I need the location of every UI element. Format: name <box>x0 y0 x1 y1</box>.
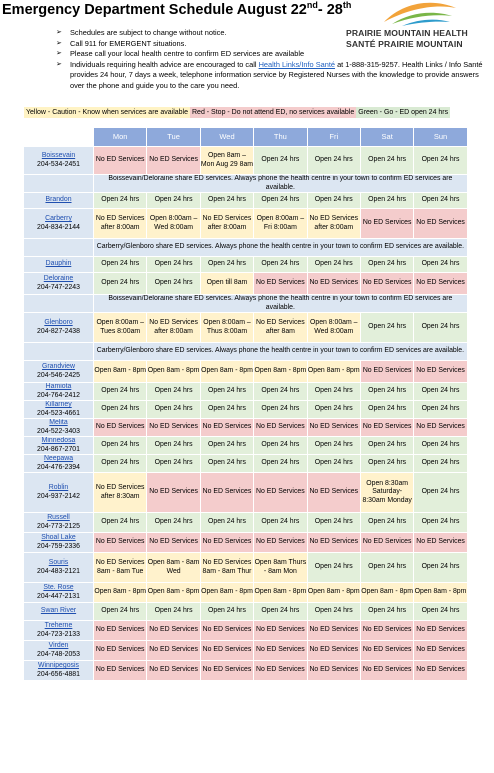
town-cell <box>24 419 94 437</box>
schedule-cell: Open 24 hrs <box>147 603 200 621</box>
table-row <box>24 401 468 419</box>
schedule-cell: Open 24 hrs <box>360 553 413 583</box>
notice-item: ➢ Please call your local health centre to confirm ED services are available <box>56 49 486 60</box>
schedule-cell: No ED Services <box>200 661 253 681</box>
schedule-cell: No ED Services <box>254 533 307 553</box>
schedule-cell: Open 24 hrs <box>94 193 147 209</box>
table-row <box>24 455 468 473</box>
schedule-cell: Open 8am - 8pm <box>94 361 147 383</box>
schedule-cell: Open 24 hrs <box>254 401 307 419</box>
town-cell <box>24 621 94 641</box>
schedule-cell: Open 24 hrs <box>254 603 307 621</box>
schedule-cell: No ED Services <box>147 147 200 175</box>
schedule-cell: Open 24 hrs <box>147 401 200 419</box>
schedule-cell: Open 24 hrs <box>307 147 360 175</box>
town-phone: 204-546-2425 <box>37 371 80 379</box>
town-cell <box>24 553 94 583</box>
day-header: Fri <box>307 128 360 147</box>
schedule-cell: Open 24 hrs <box>307 257 360 273</box>
table-row <box>24 437 468 455</box>
notice-item: ➢ Individuals requiring health advice are encouraged to call Health Links/Info Santé at 1-888-315-9257. Health Links / Info Santé provides 24 hour, 7 days a week, telephone information service by Registered Nurses with the knowledge to provide answers over the phone and guide you to the care you need. <box>56 60 486 92</box>
notice-item: ➢ Call 911 for EMERGENT situations. <box>56 39 486 50</box>
schedule-cell: No ED Services <box>307 419 360 437</box>
schedule-cell: Open 24 hrs <box>360 455 413 473</box>
table-row <box>24 641 468 661</box>
schedule-cell: No ED Services <box>254 621 307 641</box>
town-cell <box>24 641 94 661</box>
town-cell <box>24 455 94 473</box>
header-corner <box>24 128 94 147</box>
table-row <box>24 473 468 513</box>
schedule-cell: Open 24 hrs <box>414 513 467 533</box>
town-link[interactable]: Hamiota <box>45 383 72 391</box>
schedule-table <box>23 127 468 681</box>
schedule-cell: Open 8:00am – Fri 8:00am <box>254 209 307 239</box>
schedule-cell: Open 8am - 8pm <box>200 583 253 603</box>
shared-services-note: Boissevain/Deloraine share ED services. Always phone the health centre in your town to confirm ED services are available. <box>94 295 468 313</box>
schedule-cell: No ED Services after 8am <box>254 313 307 343</box>
color-legend <box>24 107 476 118</box>
town-phone: 204-748-2053 <box>37 650 80 658</box>
schedule-cell: Open 24 hrs <box>94 603 147 621</box>
schedule-cell: Open 8am - 8pm <box>254 361 307 383</box>
schedule-cell: No ED Services after 8:30am <box>94 473 147 513</box>
schedule-cell: No ED Services <box>414 661 467 681</box>
schedule-cell: Open 24 hrs <box>360 437 413 455</box>
table-row <box>24 313 468 343</box>
schedule-cell: Open 8am - 8pm <box>360 583 413 603</box>
legend-yellow: Yellow - Caution - Know when services are available <box>26 109 188 116</box>
schedule-cell: No ED Services 8am - 8am Thur <box>200 553 253 583</box>
schedule-cell: No ED Services <box>200 641 253 661</box>
schedule-cell: No ED Services <box>307 533 360 553</box>
schedule-cell: Open 24 hrs <box>94 437 147 455</box>
town-phone: 204-937-2142 <box>37 492 80 500</box>
schedule-cell: Open 24 hrs <box>414 193 467 209</box>
schedule-cell: Open 24 hrs <box>414 473 467 513</box>
schedule-cell: Open till 8am <box>200 273 253 295</box>
schedule-cell: No ED Services <box>414 361 467 383</box>
town-phone: 204-867-2701 <box>37 445 80 453</box>
note-spacer <box>24 343 94 361</box>
town-phone: 204-773-2125 <box>37 522 80 530</box>
schedule-cell: Open 24 hrs <box>360 147 413 175</box>
note-spacer <box>24 239 94 257</box>
schedule-cell: No ED Services <box>360 641 413 661</box>
schedule-cell: No ED Services <box>94 147 147 175</box>
schedule-cell: No ED Services <box>147 473 200 513</box>
schedule-cell: Open 24 hrs <box>94 273 147 295</box>
table-row <box>24 661 468 681</box>
schedule-cell: Open 8:30am Saturday- 8:30am Monday <box>360 473 413 513</box>
schedule-cell: Open 8am - 8pm <box>307 361 360 383</box>
schedule-cell: Open 24 hrs <box>414 553 467 583</box>
town-link[interactable]: Shoal Lake <box>41 534 76 542</box>
schedule-cell: No ED Services <box>360 361 413 383</box>
logo-text-english: PRAIRIE MOUNTAIN HEALTH <box>346 28 468 38</box>
schedule-cell: No ED Services <box>307 473 360 513</box>
schedule-cell: No ED Services <box>307 641 360 661</box>
town-cell <box>24 473 94 513</box>
table-row <box>24 257 468 273</box>
schedule-cell: Open 24 hrs <box>147 193 200 209</box>
schedule-cell: No ED Services <box>200 533 253 553</box>
schedule-cell: Open 8:00am – Thus 8:00am <box>200 313 253 343</box>
schedule-cell: Open 24 hrs <box>147 513 200 533</box>
schedule-cell: No ED Services <box>254 473 307 513</box>
schedule-cell: No ED Services <box>94 621 147 641</box>
schedule-cell: Open 8am - 8pm <box>147 583 200 603</box>
schedule-cell: No ED Services <box>147 419 200 437</box>
legend-green: Green - Go - ED open 24 hrs <box>358 109 449 116</box>
town-cell <box>24 383 94 401</box>
town-link[interactable]: Melita <box>49 419 68 427</box>
schedule-cell: No ED Services <box>94 661 147 681</box>
town-phone: 204-476-2394 <box>37 463 80 471</box>
shared-services-note: Boissevain/Deloraine share ED services. Always phone the health centre in your town to confirm ED services are available. <box>94 175 468 193</box>
table-row <box>24 621 468 641</box>
day-header: Sun <box>414 128 467 147</box>
town-cell <box>24 361 94 383</box>
schedule-cell: No ED Services after 8:00am <box>200 209 253 239</box>
town-link[interactable]: Swan River <box>40 607 77 615</box>
town-link[interactable]: Glenboro <box>44 319 73 327</box>
day-header: Mon <box>94 128 147 147</box>
schedule-cell: Open 24 hrs <box>307 383 360 401</box>
schedule-cell: Open 24 hrs <box>254 193 307 209</box>
schedule-cell: No ED Services <box>200 419 253 437</box>
town-phone: 204-723-2133 <box>37 630 80 638</box>
schedule-cell: Open 24 hrs <box>147 455 200 473</box>
town-link[interactable]: Roblin <box>48 484 69 492</box>
schedule-cell: Open 24 hrs <box>147 273 200 295</box>
town-link[interactable]: Killarney <box>45 401 72 409</box>
schedule-cell: No ED Services <box>254 273 307 295</box>
schedule-cell: Open 24 hrs <box>307 193 360 209</box>
town-phone: 204-522-3403 <box>37 427 80 435</box>
schedule-cell: No ED Services <box>200 473 253 513</box>
town-cell <box>24 257 94 273</box>
town-link[interactable]: Ste. Rose <box>43 584 74 592</box>
town-link[interactable]: Minnedosa <box>41 437 76 445</box>
town-cell <box>24 209 94 239</box>
notice-list <box>56 28 486 92</box>
table-row <box>24 147 468 175</box>
table-row <box>24 209 468 239</box>
schedule-cell: Open 24 hrs <box>307 513 360 533</box>
table-header-row <box>24 128 468 147</box>
schedule-cell: Open 24 hrs <box>414 603 467 621</box>
town-link[interactable]: Deloraine <box>43 275 74 283</box>
legend-red: Red - Stop - Do not attend ED, no services available <box>192 109 355 116</box>
schedule-cell: No ED Services <box>94 419 147 437</box>
town-cell <box>24 437 94 455</box>
town-cell <box>24 583 94 603</box>
schedule-cell: Open 24 hrs <box>254 147 307 175</box>
schedule-cell: Open 24 hrs <box>414 313 467 343</box>
schedule-cell: Open 24 hrs <box>414 455 467 473</box>
schedule-cell: Open 24 hrs <box>414 401 467 419</box>
schedule-cell: Open 24 hrs <box>94 257 147 273</box>
schedule-cell: Open 24 hrs <box>360 513 413 533</box>
schedule-cell: Open 24 hrs <box>254 383 307 401</box>
schedule-cell: Open 24 hrs <box>360 257 413 273</box>
note-spacer <box>24 295 94 313</box>
table-row <box>24 273 468 295</box>
schedule-cell: Open 24 hrs <box>254 455 307 473</box>
schedule-cell: No ED Services <box>147 641 200 661</box>
town-cell <box>24 147 94 175</box>
schedule-cell: No ED Services <box>254 419 307 437</box>
schedule-cell: Open 24 hrs <box>414 437 467 455</box>
note-row <box>24 295 468 313</box>
schedule-cell: Open 8am - 8am Wed <box>147 553 200 583</box>
schedule-cell: Open 24 hrs <box>94 401 147 419</box>
town-link[interactable]: Neepawa <box>43 455 74 463</box>
schedule-cell: No ED Services <box>414 209 467 239</box>
schedule-cell: Open 24 hrs <box>147 257 200 273</box>
schedule-cell: Open 24 hrs <box>360 193 413 209</box>
schedule-cell: Open 24 hrs <box>200 437 253 455</box>
table-row <box>24 603 468 621</box>
schedule-cell: Open 24 hrs <box>200 193 253 209</box>
schedule-cell: Open 24 hrs <box>307 553 360 583</box>
day-header: Sat <box>360 128 413 147</box>
schedule-cell: Open 8:00am – Wed 8:00am <box>147 209 200 239</box>
town-link[interactable]: Brandon <box>45 196 72 204</box>
town-cell <box>24 513 94 533</box>
note-spacer <box>24 175 94 193</box>
schedule-cell: Open 24 hrs <box>200 383 253 401</box>
day-header: Wed <box>200 128 253 147</box>
town-cell <box>24 603 94 621</box>
schedule-cell: No ED Services <box>360 533 413 553</box>
schedule-cell: Open 8am - 8pm <box>147 361 200 383</box>
table-row <box>24 383 468 401</box>
schedule-cell: Open 24 hrs <box>414 383 467 401</box>
schedule-cell: Open 24 hrs <box>94 513 147 533</box>
town-link[interactable]: Winnipegosis <box>38 662 79 670</box>
schedule-cell: Open 24 hrs <box>94 383 147 401</box>
note-row <box>24 175 468 193</box>
schedule-cell: Open 24 hrs <box>360 383 413 401</box>
table-row <box>24 419 468 437</box>
schedule-cell: No ED Services after 8:00am <box>94 209 147 239</box>
town-link[interactable]: Treherne <box>44 622 73 630</box>
schedule-cell: Open 24 hrs <box>147 383 200 401</box>
schedule-cell: No ED Services after 8:00am <box>307 209 360 239</box>
schedule-cell: No ED Services <box>94 533 147 553</box>
schedule-cell: No ED Services <box>147 621 200 641</box>
page-title: Emergency Department Schedule August 22nd- 28th <box>2 0 352 18</box>
schedule-cell: Open 24 hrs <box>200 257 253 273</box>
schedule-cell: Open 8am - 8pm <box>307 583 360 603</box>
schedule-cell: No ED Services <box>307 621 360 641</box>
schedule-cell: Open 8am - 8pm <box>254 583 307 603</box>
schedule-cell: No ED Services <box>414 533 467 553</box>
table-row <box>24 513 468 533</box>
town-link[interactable]: Dauphin <box>45 260 72 268</box>
schedule-cell: No ED Services <box>307 661 360 681</box>
schedule-cell: Open 24 hrs <box>254 257 307 273</box>
schedule-cell: No ED Services <box>360 209 413 239</box>
day-header: Tue <box>147 128 200 147</box>
town-link[interactable]: Souris <box>48 559 69 567</box>
schedule-cell: Open 24 hrs <box>307 455 360 473</box>
town-cell <box>24 313 94 343</box>
schedule-cell: Open 8am - 8pm <box>414 583 467 603</box>
town-phone: 204-656-4881 <box>37 670 80 678</box>
town-cell <box>24 533 94 553</box>
schedule-cell: Open 24 hrs <box>414 147 467 175</box>
town-phone: 204-534-2451 <box>37 160 80 168</box>
schedule-cell: No ED Services <box>414 641 467 661</box>
town-phone: 204-764-2412 <box>37 391 80 399</box>
schedule-cell: No ED Services <box>360 661 413 681</box>
schedule-cell: Open 8am - 8pm <box>94 583 147 603</box>
table-row <box>24 193 468 209</box>
schedule-cell: Open 24 hrs <box>200 513 253 533</box>
schedule-cell: No ED Services <box>147 533 200 553</box>
schedule-cell: No ED Services <box>147 661 200 681</box>
schedule-cell: No ED Services <box>200 621 253 641</box>
table-row <box>24 583 468 603</box>
schedule-cell: No ED Services 8am - 8am Tue <box>94 553 147 583</box>
schedule-cell: Open 24 hrs <box>360 603 413 621</box>
table-row <box>24 533 468 553</box>
schedule-cell: Open 8am – Mon Aug 29 8am <box>200 147 253 175</box>
schedule-cell: Open 24 hrs <box>254 513 307 533</box>
town-link[interactable]: Russell <box>47 514 70 522</box>
town-cell <box>24 193 94 209</box>
schedule-cell: Open 24 hrs <box>360 313 413 343</box>
schedule-cell: No ED Services <box>414 419 467 437</box>
town-link[interactable]: Grandview <box>42 363 75 371</box>
schedule-cell: Open 24 hrs <box>307 401 360 419</box>
schedule-cell: Open 24 hrs <box>94 455 147 473</box>
schedule-cell: Open 24 hrs <box>360 401 413 419</box>
town-phone: 204-827-2438 <box>37 327 80 335</box>
schedule-cell: No ED Services <box>360 419 413 437</box>
schedule-cell: Open 24 hrs <box>254 437 307 455</box>
schedule-cell: Open 8:00am – Tues 8:00am <box>94 313 147 343</box>
notice-item: ➢ Schedules are subject to change without notice. <box>56 28 486 39</box>
town-phone: 204-447-2131 <box>37 592 80 600</box>
town-cell <box>24 401 94 419</box>
town-link[interactable]: Carberry <box>45 215 72 223</box>
town-link[interactable]: Boissevain <box>41 152 76 160</box>
schedule-cell: Open 24 hrs <box>147 437 200 455</box>
logo-text-french: SANTÉ PRAIRIE MOUNTAIN <box>346 39 463 49</box>
shared-services-note: Carberry/Glenboro share ED services. Always phone the health centre in your town to confirm ED services are available. <box>94 343 468 361</box>
town-phone: 204-759-2336 <box>37 542 80 550</box>
schedule-cell: Open 24 hrs <box>307 437 360 455</box>
town-link[interactable]: Virden <box>48 642 69 650</box>
schedule-cell: No ED Services <box>360 273 413 295</box>
health-links-link[interactable]: Health Links/Info Santé <box>258 59 336 69</box>
schedule-cell: Open 8:00am – Wed 8:00am <box>307 313 360 343</box>
schedule-cell: No ED Services <box>94 641 147 661</box>
note-row <box>24 343 468 361</box>
town-phone: 204-523-4661 <box>37 409 80 417</box>
schedule-cell: No ED Services <box>307 273 360 295</box>
schedule-cell: No ED Services <box>414 273 467 295</box>
schedule-cell: Open 24 hrs <box>200 455 253 473</box>
schedule-cell: Open 24 hrs <box>200 401 253 419</box>
schedule-cell: No ED Services <box>254 661 307 681</box>
town-phone: 204-834-2144 <box>37 223 80 231</box>
shared-services-note: Carberry/Glenboro share ED services. Always phone the health centre in your town to confirm ED services are available. <box>94 239 468 257</box>
town-cell <box>24 273 94 295</box>
schedule-cell: Open 24 hrs <box>414 257 467 273</box>
schedule-cell: No ED Services <box>360 621 413 641</box>
town-phone: 204-483-2121 <box>37 567 80 575</box>
schedule-cell: Open 24 hrs <box>200 603 253 621</box>
table-row <box>24 553 468 583</box>
schedule-cell: Open 8am - 8pm <box>200 361 253 383</box>
day-header: Thu <box>254 128 307 147</box>
schedule-cell: No ED Services after 8:00am <box>147 313 200 343</box>
note-row <box>24 239 468 257</box>
schedule-cell: Open 24 hrs <box>307 603 360 621</box>
schedule-cell: Open 8am Thurs - 8am Mon <box>254 553 307 583</box>
town-cell <box>24 661 94 681</box>
town-phone: 204-747-2243 <box>37 283 80 291</box>
schedule-cell: No ED Services <box>254 641 307 661</box>
schedule-cell: No ED Services <box>414 621 467 641</box>
table-row <box>24 361 468 383</box>
